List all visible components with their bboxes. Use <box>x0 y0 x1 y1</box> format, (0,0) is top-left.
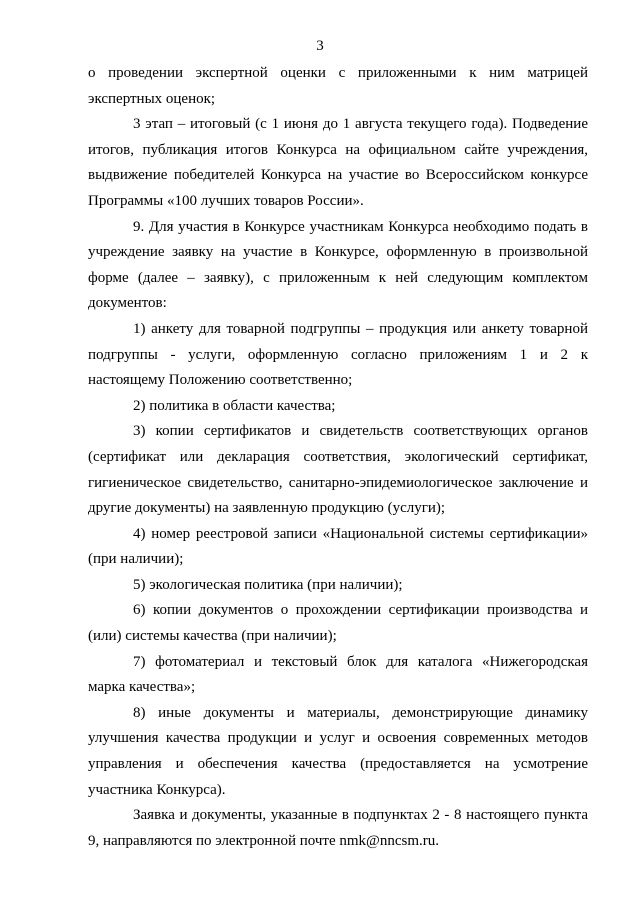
list-item-8: 8) иные документы и материалы, демонстрирующие динамику улучшения качества продукции и услуг и освоения современных методов управления и обеспечения качества (предоставляется на усмотрение участника Конкурса). <box>88 704 588 798</box>
list-item-1: 1) анкету для товарной подгруппы – продукция или анкету товарной подгруппы - услуги, оформленную согласно приложениям 1 и 2 к настоящему Положению соответственно; <box>88 320 588 389</box>
document-body <box>88 61 588 854</box>
list-item-6: 6) копии документов о прохождении сертификации производства и (или) системы качества (при наличии); <box>88 602 588 645</box>
paragraph-item-9: 9. Для участия в Конкурсе участникам Конкурса необходимо подать в учреждение заявку на участие в Конкурсе, оформленную в произвольной форме (далее – заявку), с приложенным к ней следующим комплектом документов: <box>88 218 588 312</box>
list-item-7: 7) фотоматериал и текстовый блок для каталога «Нижегородская марка качества»; <box>88 653 588 696</box>
list-item-2: 2) политика в области качества; <box>133 397 336 414</box>
list-item-5: 5) экологическая политика (при наличии); <box>133 576 403 593</box>
paragraph-expert-evaluation: о проведении экспертной оценки с приложенными к ним матрицей экспертных оценок; <box>88 65 588 107</box>
page-number: 3 <box>316 38 324 54</box>
list-item-3: 3) копии сертификатов и свидетельств соответствующих органов (сертификат или декларация соответствия, экологический сертификат, гигиеническое свидетельство, санитарно-эпидемиологическое заключение и другие документы) на заявленную продукцию (услуги); <box>88 423 588 517</box>
paragraph-submission-email: Заявка и документы, указанные в подпунктах 2 - 8 настоящего пункта 9, направляются по электронной почте nmk@nncsm.ru. <box>88 807 588 849</box>
paragraph-stage-3: 3 этап – итоговый (с 1 июня до 1 августа текущего года). Подведение итогов, публикация итогов Конкурса на официальном сайте учреждения, выдвижение победителей Конкурса на участие во Всероссийском конкурсе Программы «100 лучших товаров России». <box>88 116 588 209</box>
list-item-4: 4) номер реестровой записи «Национальной системы сертификации» (при наличии); <box>88 525 588 568</box>
